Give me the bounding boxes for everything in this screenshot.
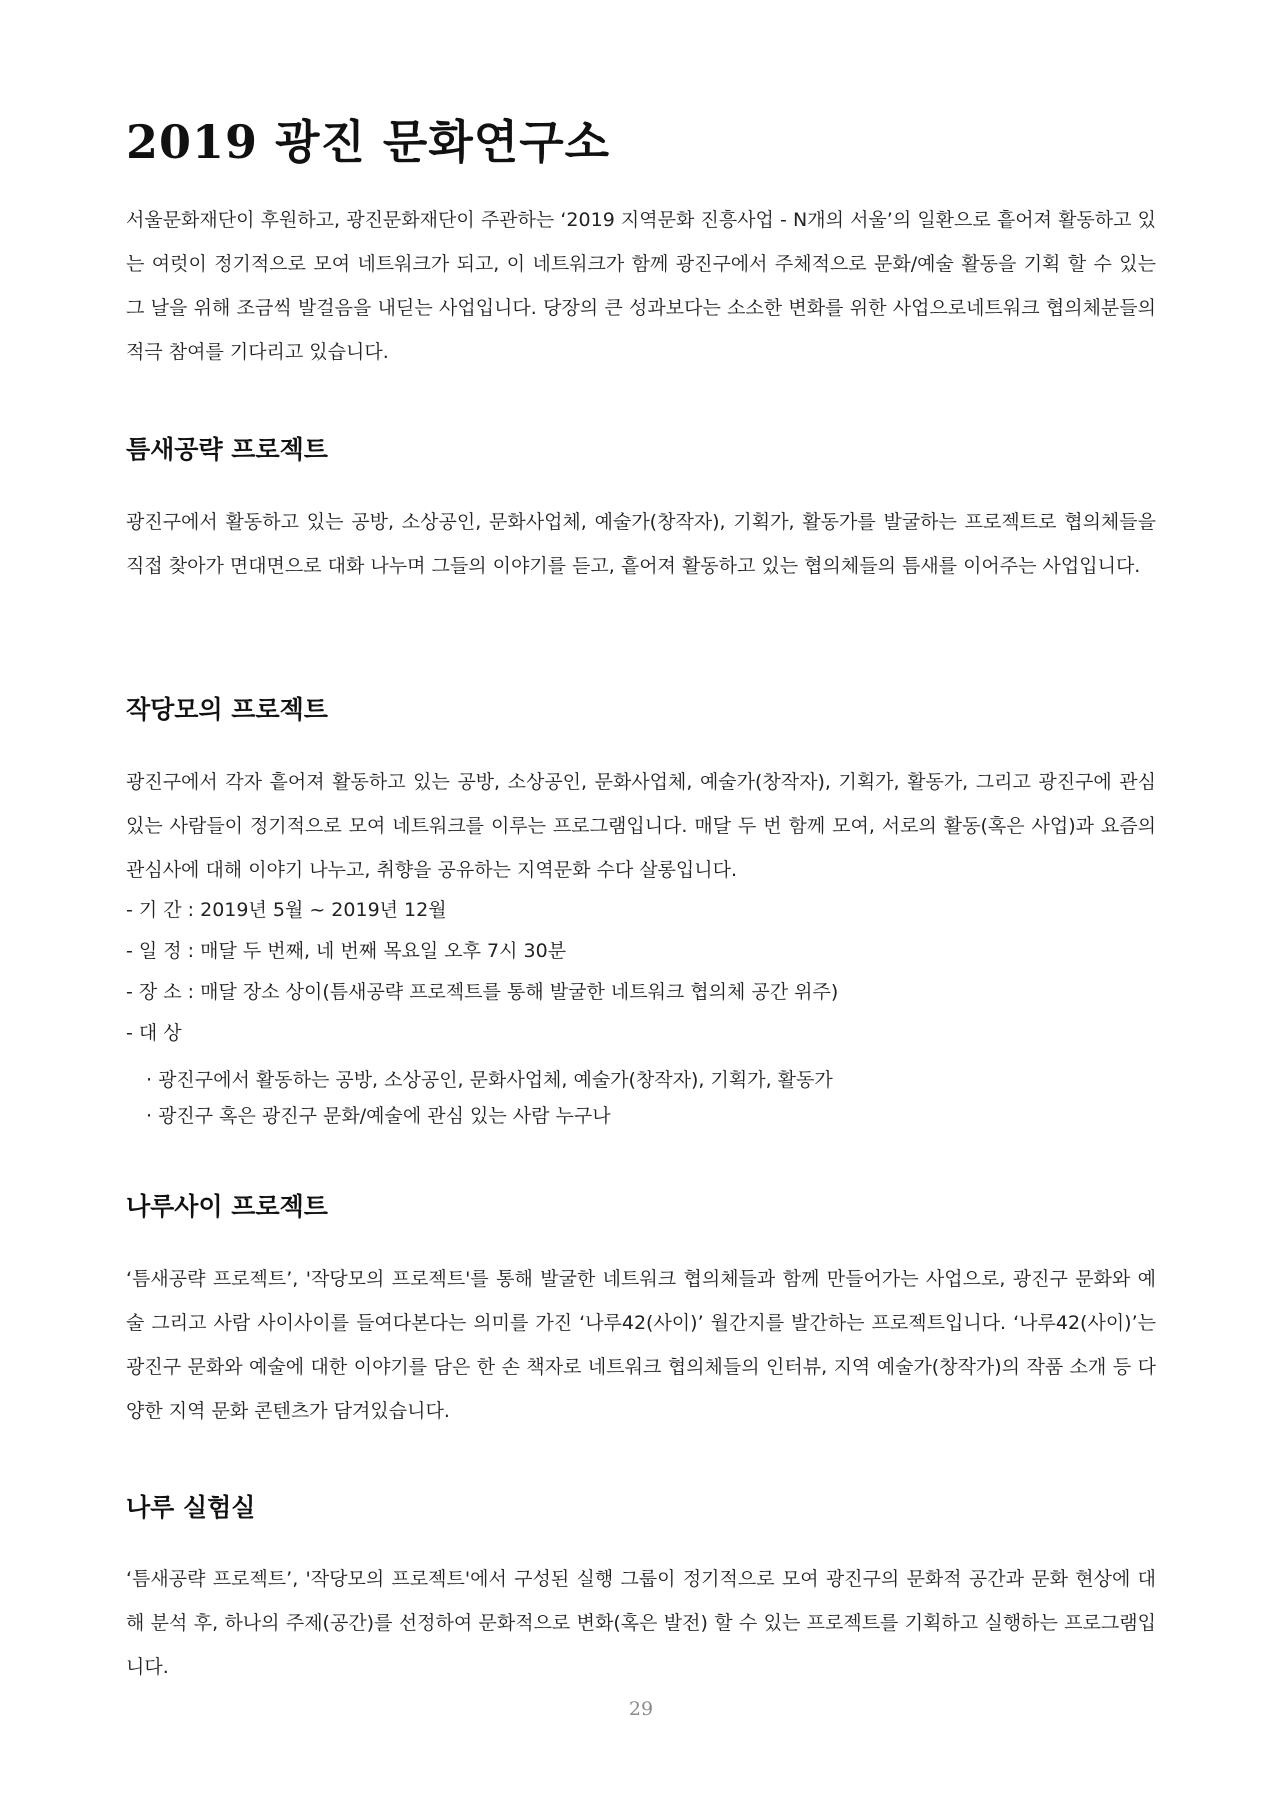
- section-heading-naru-lab: 나루 실험실: [126, 1493, 256, 1522]
- target-item: · 광진구 혹은 광진구 문화/예술에 관심 있는 사람 누구나: [146, 1105, 611, 1127]
- section-body-narusai: ‘틈새공략 프로젝트’, '작당모의 프로젝트'를 통해 발굴한 네트워크 협의체들과 함께 만들어가는 사업으로, 광진구 문화와 예술 그리고 사람 사이사이를 들여다본다는 의미를 가진 ‘나루42(사이)’ 월간지를 발간하는 프로젝트입니다. ‘나루42(사이)’는 광진구 문화와 예술에 대한 이야기를 담은 한 손 책자로 네트워크 협의체들의 인터뷰, 지역 예술가(창작가)의 작품 소개 등 다양한 지역 문화 콘텐츠가 담겨있습니다.: [126, 1268, 1156, 1422]
- section-body-jakdang: 광진구에서 각자 흩어져 활동하고 있는 공방, 소상공인, 문화사업체, 예술가(창작자), 기획가, 활동가, 그리고 광진구에 관심 있는 사람들이 정기적으로 모여 네트워크를 이루는 프로그램입니다. 매달 두 번 함께 모여, 서로의 활동(혹은 사업)과 요즘의 관심사에 대해 이야기 나누고, 취향을 공유하는 지역문화 수다 살롱입니다.: [126, 771, 1156, 881]
- jakdang-target-list: [146, 1062, 833, 1134]
- intro-paragraph: 서울문화재단이 후원하고, 광진문화재단이 주관하는 ‘2019 지역문화 진흥사업 - N개의 서울’의 일환으로 흩어져 활동하고 있는 여럿이 정기적으로 모여 네트워크가 되고, 이 네트워크가 함께 광진구에서 주체적으로 문화/예술 활동을 기획 할 수 있는 그 날을 위해 조금씩 발걸음을 내딛는 사업입니다. 당장의 큰 성과보다는 소소한 변화를 위한 사업으로네트워크 협의체분들의 적극 참여를 기다리고 있습니다.: [126, 209, 1156, 363]
- section-heading-jakdang: 작당모의 프로젝트: [126, 695, 328, 724]
- section-body-teumsae: 광진구에서 활동하고 있는 공방, 소상공인, 문화사업체, 예술가(창작자), 기획가, 활동가를 발굴하는 프로젝트로 협의체들을 직접 찾아가 면대면으로 대화 나누며 그들의 이야기를 듣고, 흩어져 활동하고 있는 협의체들의 틈새를 이어주는 사업입니다.: [126, 511, 1156, 577]
- page-number: 29: [628, 1698, 654, 1720]
- jakdang-details-list: [126, 890, 1156, 1054]
- section-heading-teumsae: 틈새공략 프로젝트: [126, 435, 328, 464]
- section-body-naru-lab: ‘틈새공략 프로젝트’, '작당모의 프로젝트'에서 구성된 실행 그룹이 정기적으로 모여 광진구의 문화적 공간과 문화 현상에 대해 분석 후, 하나의 주제(공간)를 선정하여 문화적으로 변화(혹은 발전) 할 수 있는 프로젝트를 기획하고 실행하는 프로그램입니다.: [126, 1568, 1156, 1678]
- detail-schedule: - 일 정 : 매달 두 번째, 네 번째 목요일 오후 7시 30분: [126, 940, 567, 962]
- page-title: 2019 광진 문화연구소: [126, 115, 611, 169]
- detail-target: - 대 상: [126, 1022, 182, 1044]
- detail-period: - 기 간 : 2019년 5월 ~ 2019년 12월: [126, 899, 447, 921]
- target-item: · 광진구에서 활동하는 공방, 소상공인, 문화사업체, 예술가(창작자), 기획가, 활동가: [146, 1069, 833, 1091]
- section-heading-narusai: 나루사이 프로젝트: [126, 1192, 328, 1221]
- detail-place: - 장 소 : 매달 장소 상이(틈새공략 프로젝트를 통해 발굴한 네트워크 협의체 공간 위주): [126, 981, 839, 1003]
